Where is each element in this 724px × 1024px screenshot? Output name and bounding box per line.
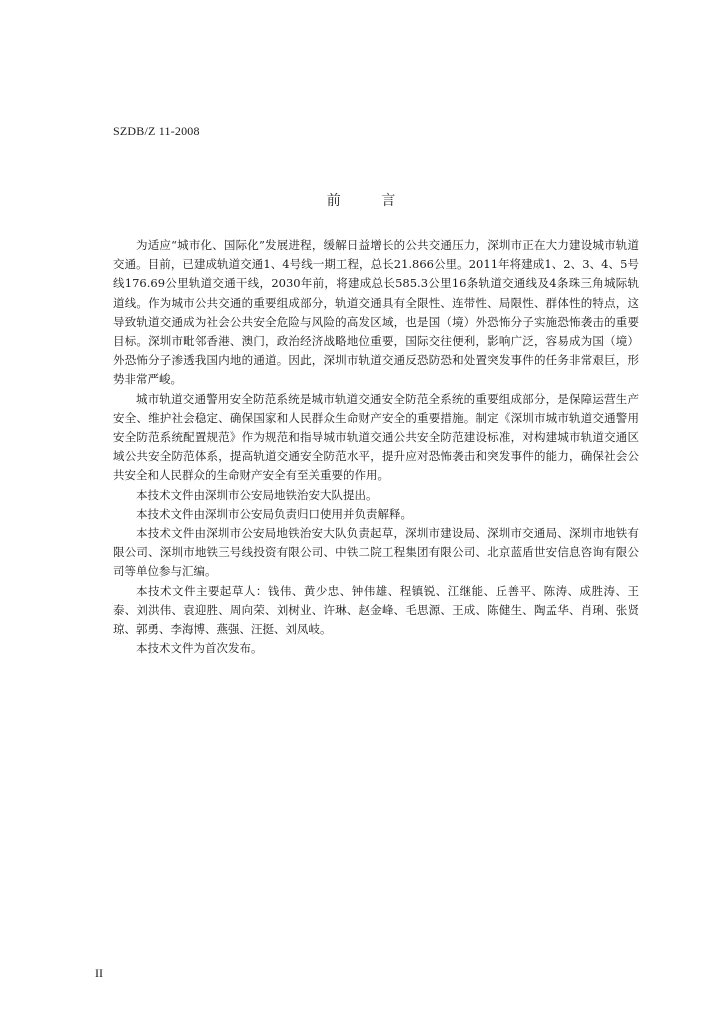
section-heading-foreword: 前 言 — [326, 193, 414, 209]
paragraph-drafting-units: 本技术文件由深圳市公安局地铁治安大队负责起草，深圳市建设局、深圳市交通局、深圳市地铁有限公司、深圳市地铁三号线投资有限公司、中铁二院工程集团有限公司、北京蓝盾世安信息咨询有限公司等单位参与汇编。 — [113, 526, 639, 579]
paragraph-background: 为适应“城市化、国际化”发展进程，缓解日益增长的公共交通压力，深圳市正在大力建设城市轨道交通。目前，已建成轨道交通1、4号线一期工程，总长21.866公里。2011年将建成1、2、3、4、5号线176.69公里轨道交通干线，2030年前，将建成总长585.3公里16条轨道交通线及4条珠三角城际轨道线。作为城市公共交通的重要组成部分，轨道交通具有全限性、连带性、局限性、群体性的特点，这导致轨道交通成为社会公共安全危险与风险的高发区域，也是国（境）外恐怖分子实施恐怖袭击的重要目标。深圳市毗邻香港、澳门，政治经济战略地位重要，国际交往便利，影响广泛，容易成为国（境）外恐怖分子渗透我国内地的通道。因此，深圳市轨道交通反恐防恐和处置突发事件的任务非常艰巨，形势非常严峻。 — [113, 238, 639, 387]
paragraph-first-release: 本技术文件为首次发布。 — [136, 641, 263, 656]
page-number: II — [95, 966, 103, 980]
paragraph-proposer: 本技术文件由深圳市公安局地铁治安大队提出。 — [136, 487, 378, 502]
standard-code: SZDB/Z 11-2008 — [113, 124, 200, 138]
paragraph-drafters: 本技术文件主要起草人：钱伟、黄少忠、钟伟雄、程镇锐、江继能、丘善平、陈涛、成胜涛、王泰、刘洪伟、袁迎胜、周向荣、刘树业、许琳、赵金峰、毛思源、王成、陈健生、陶孟华、肖琍、张贤琼、郭勇、李海博、燕强、汪挺、刘凤岐。 — [113, 583, 639, 637]
foreword-body — [113, 236, 639, 658]
paragraph-interpretation: 本技术文件由深圳市公安局负责归口使用并负责解释。 — [136, 506, 412, 521]
paragraph-purpose: 城市轨道交通警用安全防范系统是城市轨道交通安全防范全系统的重要组成部分，是保障运营生产安全、维护社会稳定、确保国家和人民群众生命财产安全的重要措施。制定《深圳市城市轨道交通警用安全防范系统配置规范》作为规范和指导城市轨道交通公共安全防范建设标准，对构建城市轨道交通区域公共安全防范体系，提高轨道交通安全防范水平，提升应对恐怖袭击和突发事件的能力，确保社会公共安全和人民群众的生命财产安全有至关重要的作用。 — [113, 391, 639, 483]
